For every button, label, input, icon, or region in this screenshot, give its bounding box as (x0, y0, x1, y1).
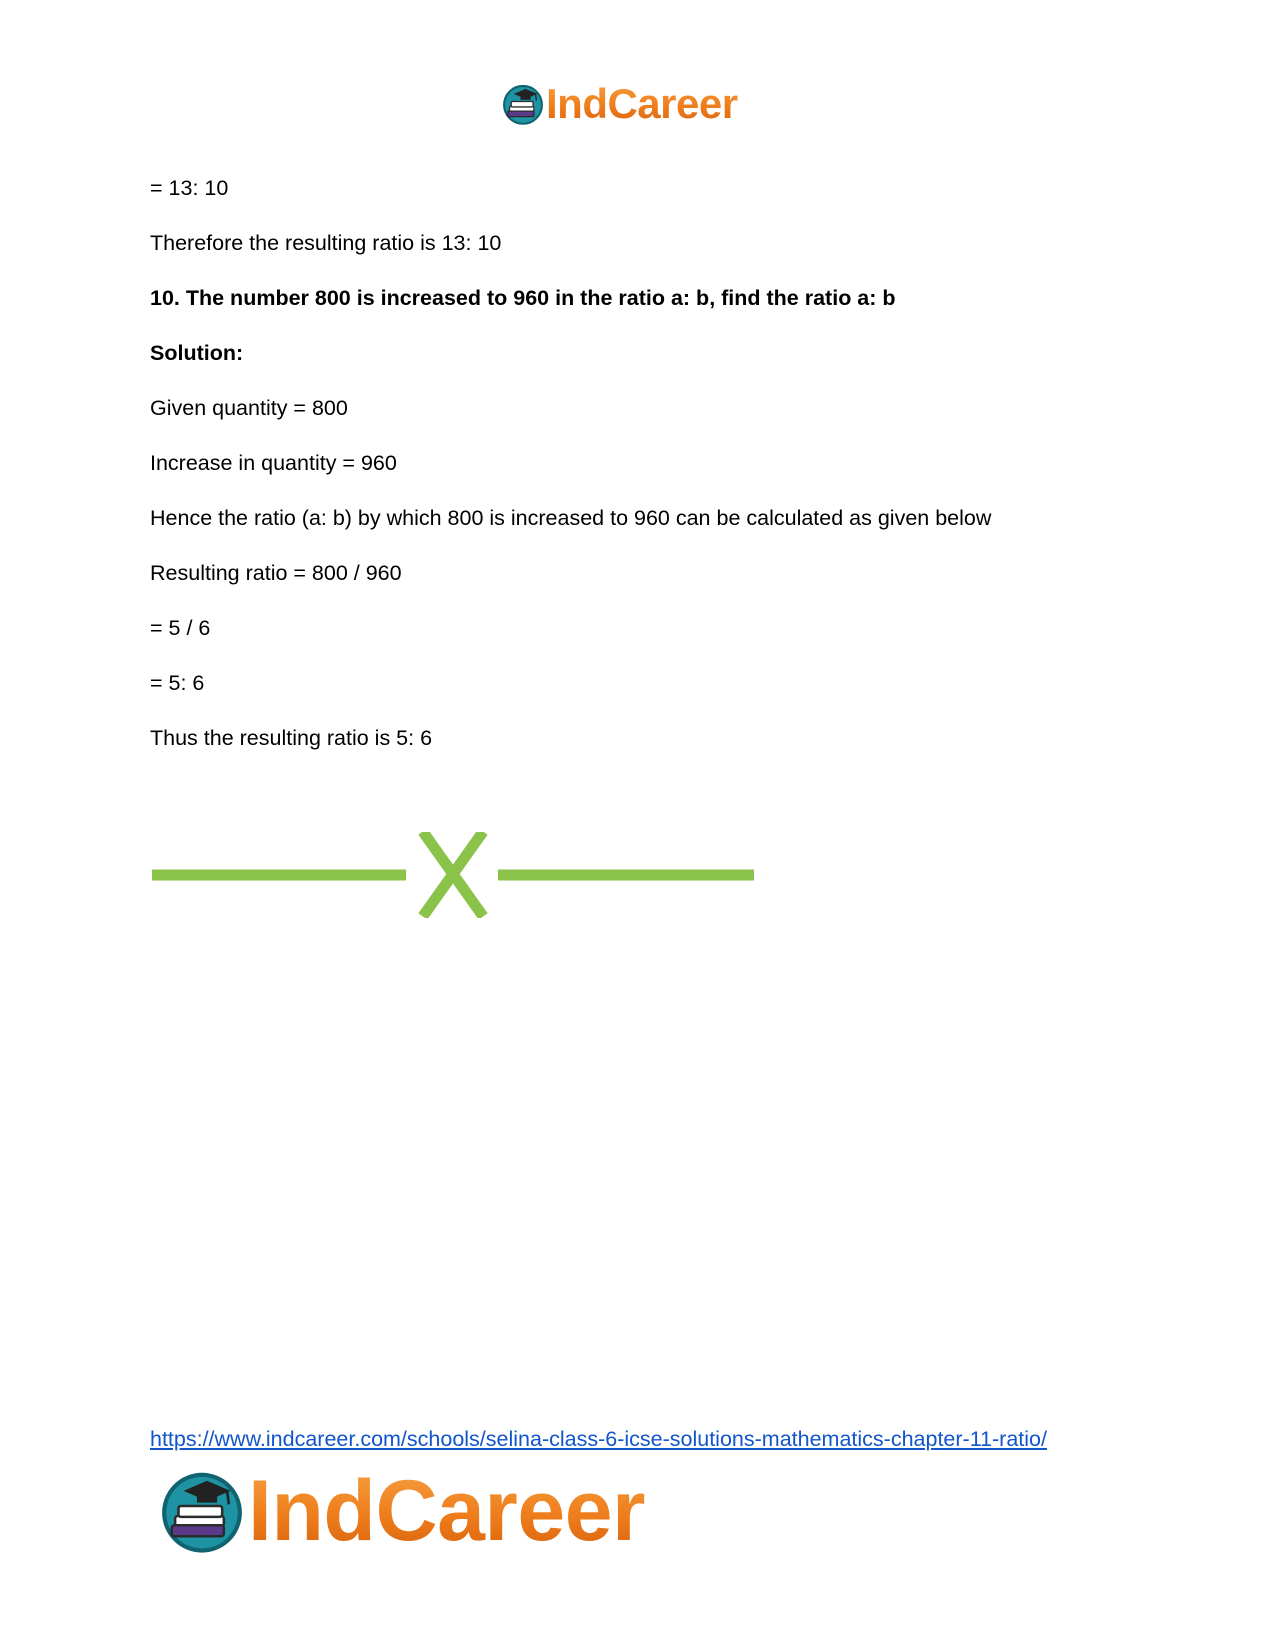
book-globe-icon (502, 83, 544, 125)
header-logo (502, 80, 738, 128)
text-line: Given quantity = 800 (150, 396, 348, 420)
text-line: = 13: 10 (150, 176, 229, 200)
x-divider-icon (150, 832, 760, 918)
text-line: Increase in quantity = 960 (150, 451, 397, 475)
text-line: Therefore the resulting ratio is 13: 10 (150, 231, 502, 255)
document-body (150, 175, 1150, 780)
book-globe-icon (160, 1469, 244, 1553)
brand-wordmark: IndCareer (248, 1463, 645, 1559)
footer-logo (160, 1463, 645, 1559)
solution-label: Solution: (150, 341, 244, 365)
source-url-link[interactable]: https://www.indcareer.com/schools/selina-class-6-icse-solutions-mathematics-chapter-11-ratio/ (150, 1427, 1047, 1451)
brand-wordmark: IndCareer (546, 80, 738, 127)
text-line: = 5 / 6 (150, 616, 211, 640)
text-line: = 5: 6 (150, 671, 205, 695)
text-line: Hence the ratio (a: b) by which 800 is increased to 960 can be calculated as given below (150, 506, 992, 530)
text-line: Thus the resulting ratio is 5: 6 (150, 726, 433, 750)
question-heading: 10. The number 800 is increased to 960 in the ratio a: b, find the ratio a: b (150, 286, 896, 310)
text-line: Resulting ratio = 800 / 960 (150, 561, 402, 585)
